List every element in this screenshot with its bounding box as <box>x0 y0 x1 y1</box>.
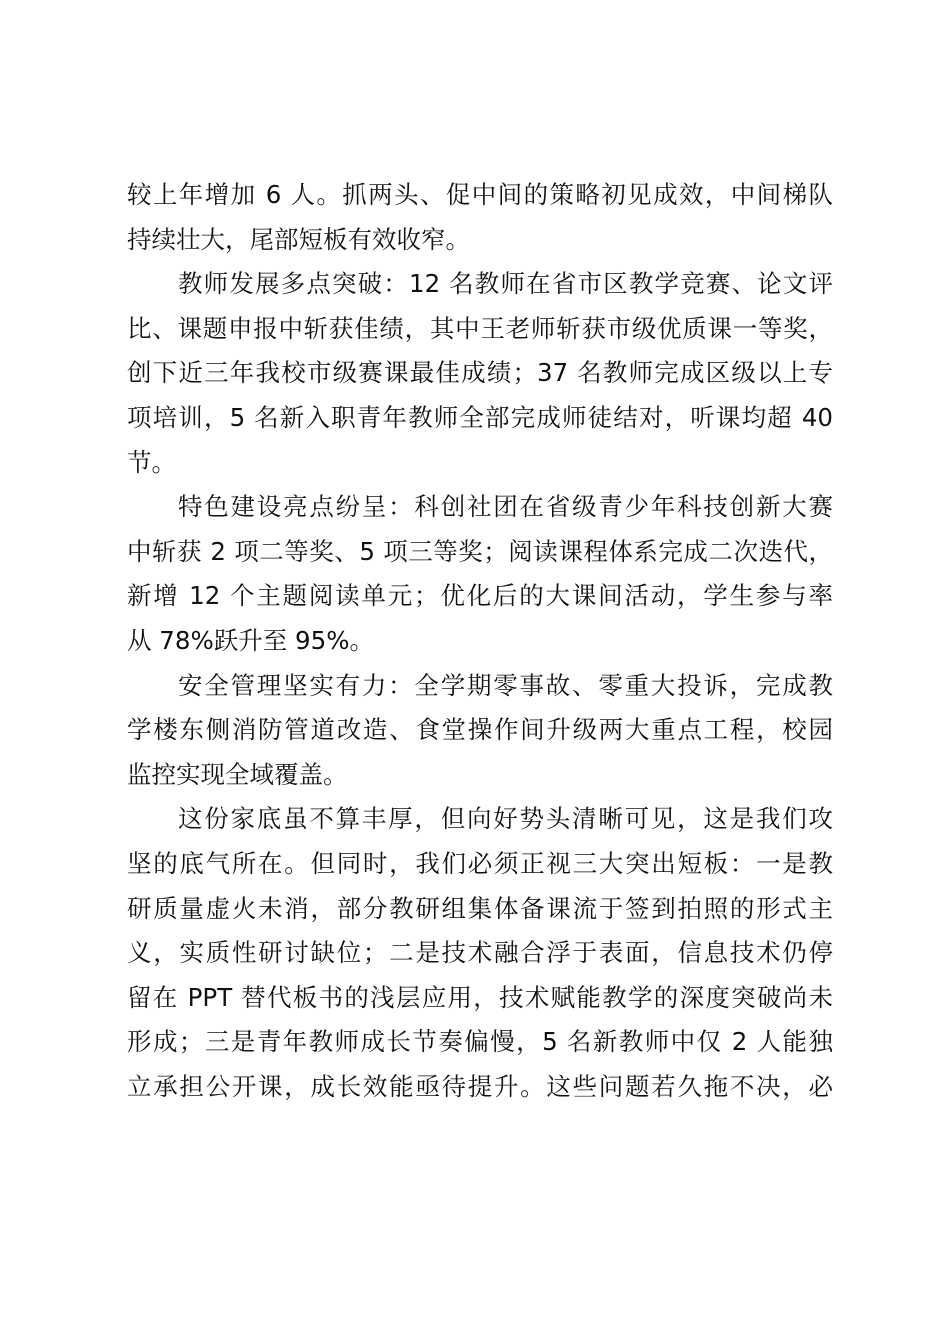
text-line: 立承担公开课，成长效能亟待提升。这些问题若久拖不决，必 <box>127 1071 833 1101</box>
document-body <box>127 173 833 1109</box>
text-line: 从 78%跃升至 95%。 <box>127 625 374 655</box>
text-line: 比、课题申报中斩获佳绩，其中王老师斩获市级优质课一等奖， <box>127 313 833 343</box>
text-line: 研质量虚火未消，部分教研组集体备课流于签到拍照的形式主 <box>127 893 833 923</box>
text-line: 学楼东侧消防管道改造、食堂操作间升级两大重点工程，校园 <box>127 715 833 745</box>
text-line: 义，实质性研讨缺位；二是技术融合浮于表面，信息技术仍停 <box>127 938 833 968</box>
text-line: 坚的底气所在。但同时，我们必须正视三大突出短板：一是教 <box>127 848 833 878</box>
text-line: 中斩获 2 项二等奖、5 项三等奖；阅读课程体系完成二次迭代， <box>127 536 833 566</box>
text-line: 较上年增加 6 人。抓两头、促中间的策略初见成效，中间梯队 <box>127 180 833 209</box>
text-line: 新增 12 个主题阅读单元；优化后的大课间活动，学生参与率 <box>127 581 833 611</box>
text-line: 特色建设亮点纷呈：科创社团在省级青少年科技创新大赛 <box>178 492 833 522</box>
text-line: 节。 <box>127 447 176 477</box>
text-line: 持续壮大，尾部短板有效收窄。 <box>127 224 470 254</box>
text-line: 形成；三是青年教师成长节奏偏慢，5 名新教师中仅 2 人能独 <box>127 1027 833 1057</box>
text-line: 留在 PPT 替代板书的浅层应用，技术赋能教学的深度突破尚未 <box>127 982 833 1012</box>
text-line: 创下近三年我校市级赛课最佳成绩；37 名教师完成区级以上专 <box>127 358 833 388</box>
text-line: 项培训，5 名新入职青年教师全部完成师徒结对，听课均超 40 <box>127 402 833 432</box>
text-line: 安全管理坚实有力：全学期零事故、零重大投诉，完成教 <box>178 670 833 700</box>
text-line: 教师发展多点突破：12 名教师在省市区教学竞赛、论文评 <box>178 269 833 299</box>
text-line: 这份家底虽不算丰厚，但向好势头清晰可见，这是我们攻 <box>178 804 833 834</box>
text-line: 监控实现全域覆盖。 <box>127 759 348 789</box>
